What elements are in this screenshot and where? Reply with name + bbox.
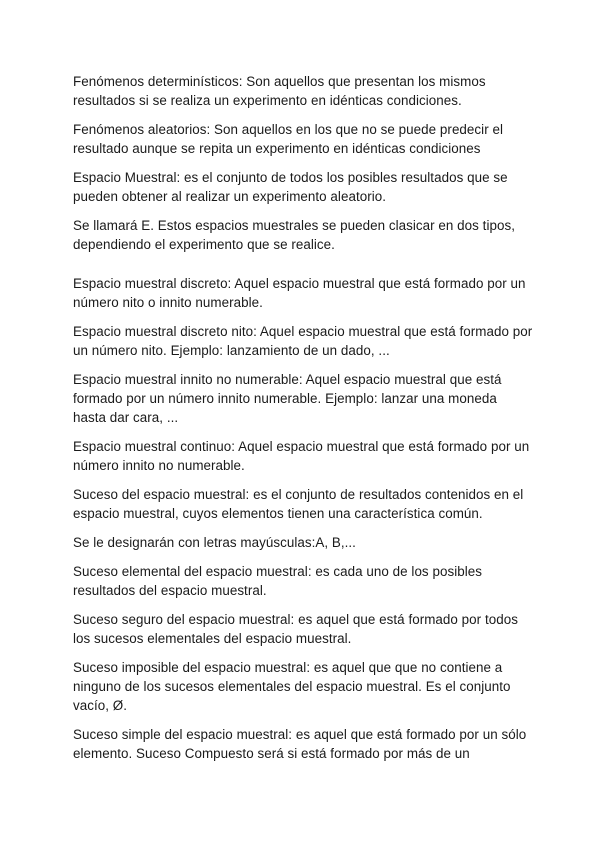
paragraph-infinite-countable-space: Espacio muestral innito no numerable: Aquel espacio muestral que está formado por un número innito numerable. Ejemplo: lanzar una moneda hasta dar cara, ... (73, 372, 502, 425)
paragraph-continuous-space: Espacio muestral continuo: Aquel espacio muestral que está formado por un número innito no numerable. (73, 439, 530, 473)
document-body (73, 72, 533, 773)
paragraph-certain-event: Suceso seguro del espacio muestral: es aquel que está formado por todos los sucesos elementales del espacio muestral. (73, 612, 518, 646)
paragraph-random-phenomena: Fenómenos aleatorios: Son aquellos en los que no se puede predecir el resultado aunque se repita un experimento en idénticas condiciones (73, 122, 504, 156)
paragraph-event-notation: Se le designarán con letras mayúsculas:A, B,... (73, 535, 356, 550)
paragraph-sample-space-types: Se llamará E. Estos espacios muestrales se pueden clasicar en dos tipos, dependiendo el experimento que se realice. (73, 218, 515, 252)
paragraph-discrete-finite-space: Espacio muestral discreto nito: Aquel espacio muestral que está formado por un número nito. Ejemplo: lanzamiento de un dado, ... (73, 324, 533, 358)
paragraph-discrete-space: Espacio muestral discreto: Aquel espacio muestral que está formado por un número nito o innito numerable. (73, 276, 526, 310)
paragraph-event: Suceso del espacio muestral: es el conjunto de resultados contenidos en el espacio muestral, cuyos elementos tienen una característica común. (73, 487, 524, 521)
paragraph-sample-space: Espacio Muestral: es el conjunto de todos los posibles resultados que se pueden obtener al realizar un experimento aleatorio. (73, 170, 508, 204)
paragraph-impossible-event: Suceso imposible del espacio muestral: es aquel que que no contiene a ninguno de los sucesos elementales del espacio muestral. Es el conjunto vacío, Ø. (73, 660, 511, 713)
paragraph-elementary-event: Suceso elemental del espacio muestral: es cada uno de los posibles resultados del espacio muestral. (73, 564, 482, 598)
paragraph-simple-event: Suceso simple del espacio muestral: es aquel que está formado por un sólo elemento. Suceso Compuesto será si está formado por más de un (73, 727, 527, 761)
paragraph-deterministic-phenomena: Fenómenos determinísticos: Son aquellos que presentan los mismos resultados si se realiza un experimento en idénticas condiciones. (73, 74, 486, 108)
